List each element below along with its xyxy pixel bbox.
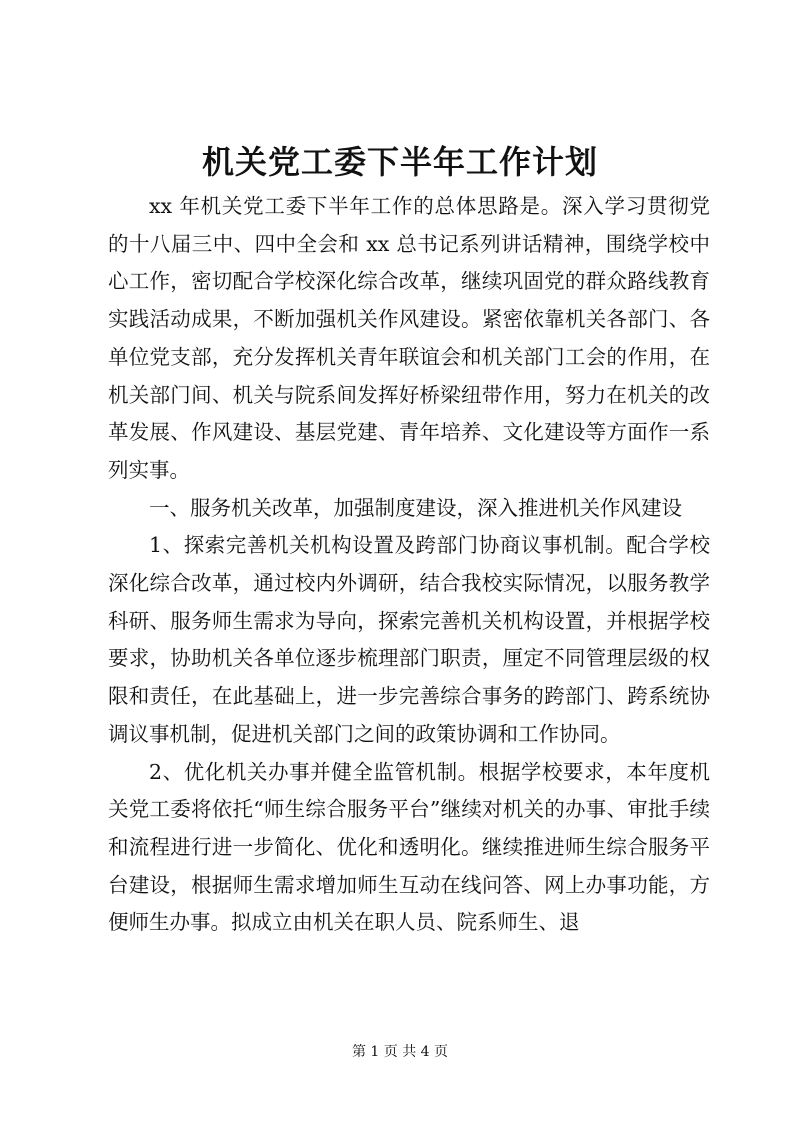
paragraph-item-1: 1、探索完善机关机构设置及跨部门协商议事机制。配合学校深化综合改革，通过校内外调研，结合我校实际情况，以服务教学科研、服务师生需求为导向，探索完善机关机构设置，并根据学校要求，协助机关各单位逐步梳理部门职责，厘定不同管理层级的权限和责任，在此基础上，进一步完善综合事务的跨部门、跨系统协调议事机制，促进机关部门之间的政策协调和工作协同。 xyxy=(108,533,710,746)
section-heading: 一、服务机关改革，加强制度建设，深入推进机关作风建设 xyxy=(149,495,682,520)
document-title: 机关党工委下半年工作计划 xyxy=(201,143,598,181)
paragraph-item-2: 2、优化机关办事并健全监管机制。根据学校要求，本年度机关党工委将依托“师生综合服务平台”继续对机关的办事、审批手续和流程进行进一步简化、优化和透明化。继续推进师生综合服务平台建设，根据师生需求增加师生互动在线问答、网上办事功能，方便师生办事。拟成立由机关在职人员、院系师生、退 xyxy=(108,759,710,935)
page-footer: 第 1 页 共 4 页 xyxy=(351,1044,449,1060)
paragraph-intro: xx 年机关党工委下半年工作的总体思路是。深入学习贯彻党的十八届三中、四中全会和 xx 总书记系列讲话精神，围绕学校中心工作，密切配合学校深化综合改革，继续巩固党的群众路线教育实践活动成果，不断加强机关作风建设。紧密依靠机关各部门、各单位党支部，充分发挥机关青年联谊会和机关部门工会的作用，在机关部门间、机关与院系间发挥好桥梁纽带作用，努力在机关的改革发展、作风建设、基层党建、青年培养、文化建设等方面作一系列实事。 xyxy=(108,194,710,482)
document-body xyxy=(108,188,710,942)
